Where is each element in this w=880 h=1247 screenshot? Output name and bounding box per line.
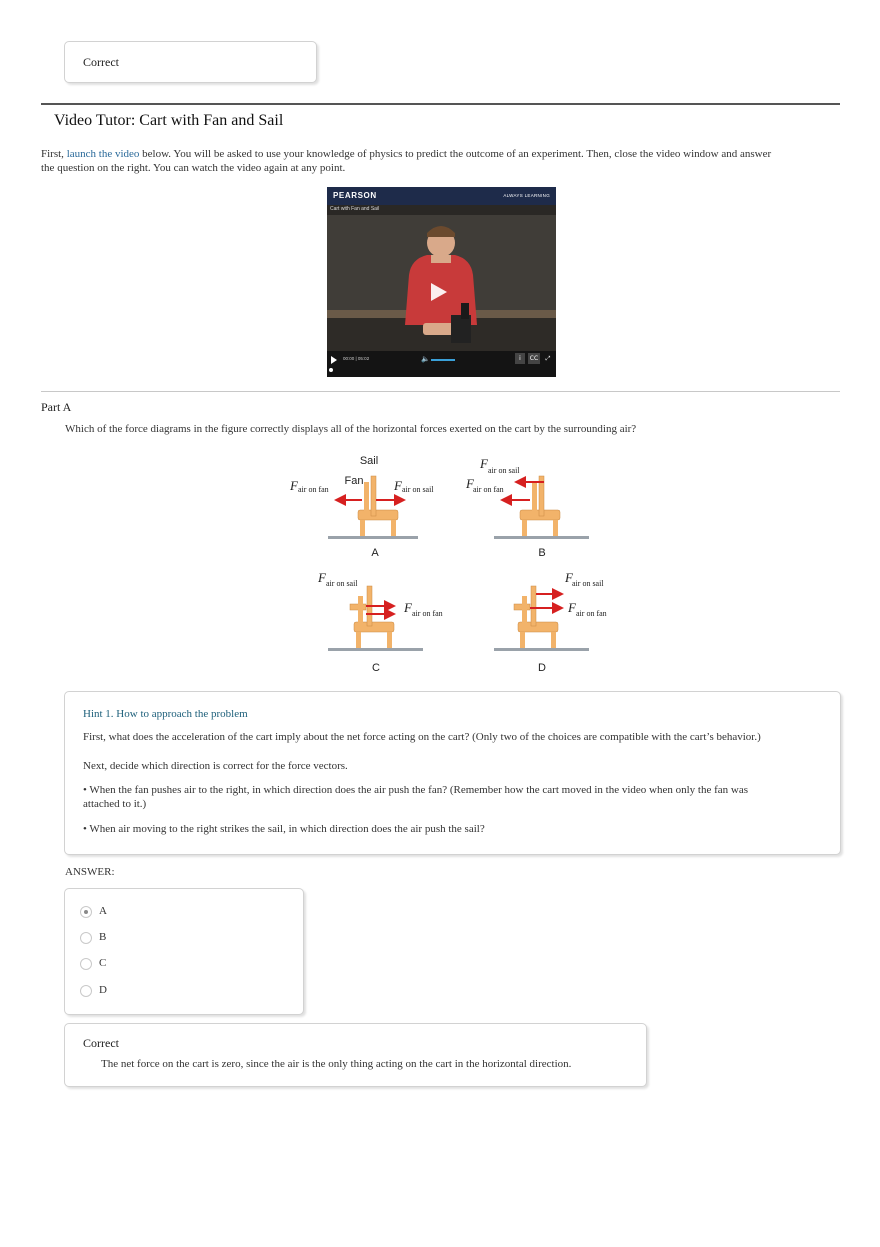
fan-label: Fan: [344, 475, 364, 487]
hint-paragraph-1: First, what does the acceleration of the cart imply about the net force acting on the cart? (Only two of the choices are compatible with the cart’s behavior.): [83, 731, 761, 743]
force-symbol: F: [568, 600, 576, 615]
launch-video-link[interactable]: launch the video: [66, 148, 140, 160]
question-text: Which of the force diagrams in the figure correctly displays all of the horizontal forces exerted on the cart by the surrounding air?: [65, 423, 637, 435]
label-air-on-sail: air on sail: [326, 579, 358, 588]
top-feedback-label: Correct: [83, 55, 119, 69]
fullscreen-icon[interactable]: ⤢: [543, 353, 553, 364]
label-air-on-fan: air on fan: [412, 609, 443, 618]
video-tagline: ALWAYS LEARNING: [503, 193, 550, 198]
radio-button[interactable]: [80, 985, 92, 997]
radio-button[interactable]: [80, 932, 92, 944]
volume-slider[interactable]: [431, 359, 455, 361]
radio-button-selected[interactable]: [80, 906, 92, 918]
force-symbol: F: [394, 478, 402, 493]
part-label: Part A: [41, 400, 72, 414]
label-air-on-fan: air on fan: [576, 609, 607, 618]
panel-label-c: C: [372, 662, 380, 674]
force-symbol: F: [290, 478, 298, 493]
diagram-b: [494, 476, 589, 539]
play-overlay-icon[interactable]: [431, 283, 447, 301]
panel-label-b: B: [538, 547, 546, 559]
cc-button[interactable]: CC: [529, 355, 539, 362]
video-time: 00:00 | 05:02: [343, 356, 370, 361]
label-air-on-sail: air on sail: [572, 579, 604, 588]
option-label: C: [99, 957, 107, 969]
radio-button[interactable]: [80, 958, 92, 970]
option-label: A: [99, 905, 107, 917]
option-label: D: [99, 984, 107, 996]
hint-paragraph-2: Next, decide which direction is correct for the force vectors.: [83, 760, 348, 772]
feedback-box: [64, 1023, 647, 1087]
intro-body: below. You will be asked to use your knowledge of physics to predict the outcome of an experiment. Then, close the video window and answer the question on the right. You can watch the video again at any point.: [41, 148, 772, 174]
page-title: Video Tutor: Cart with Fan and Sail: [54, 112, 284, 129]
panel-label-a: A: [371, 547, 379, 559]
force-symbol: F: [565, 570, 573, 585]
force-diagram-figure: [280, 448, 607, 678]
force-symbol: F: [404, 600, 412, 615]
force-symbol: F: [318, 570, 326, 585]
feedback-title: Correct: [83, 1036, 119, 1050]
video-subtitle: Cart with Fan and Sail: [330, 206, 380, 212]
force-symbol: F: [466, 476, 474, 491]
hint-paragraph-3: • When the fan pushes air to the right, in which direction does the air push the fan? (Remember how the cart moved in the video when only the fan was attached to it.): [83, 784, 748, 810]
progress-scrubber[interactable]: [329, 368, 333, 372]
force-symbol: F: [480, 456, 488, 471]
part-divider: [41, 391, 840, 392]
video-subtitle-bar: [327, 205, 556, 215]
volume-icon[interactable]: 🔈: [421, 355, 430, 363]
label-air-on-sail: air on sail: [488, 466, 520, 475]
sail-label: Sail: [359, 455, 379, 467]
intro-prefix: First,: [41, 148, 67, 160]
panel-label-d: D: [538, 662, 546, 674]
hint-title[interactable]: Hint 1. How to approach the problem: [83, 708, 248, 720]
diagram-d: [494, 586, 589, 651]
video-brand: PEARSON: [333, 191, 377, 200]
play-icon[interactable]: [331, 356, 337, 364]
option-label: B: [99, 931, 107, 943]
diagram-c: [328, 586, 423, 651]
label-air-on-sail: air on sail: [402, 485, 434, 494]
answer-label: ANSWER:: [65, 866, 115, 878]
hint-paragraph-4: • When air moving to the right strikes the sail, in which direction does the air push the sail?: [83, 823, 485, 835]
intro-text: [41, 148, 781, 175]
feedback-text: The net force on the cart is zero, since the air is the only thing acting on the cart in the horizontal direction.: [101, 1058, 572, 1070]
video-header: [327, 187, 556, 205]
video-controls: [327, 351, 556, 377]
top-feedback-box: [64, 41, 317, 83]
video-player[interactable]: [327, 187, 556, 377]
label-air-on-fan: air on fan: [298, 485, 329, 494]
section-divider: [41, 103, 840, 105]
info-button[interactable]: i: [515, 353, 525, 364]
label-air-on-fan: air on fan: [473, 485, 504, 494]
